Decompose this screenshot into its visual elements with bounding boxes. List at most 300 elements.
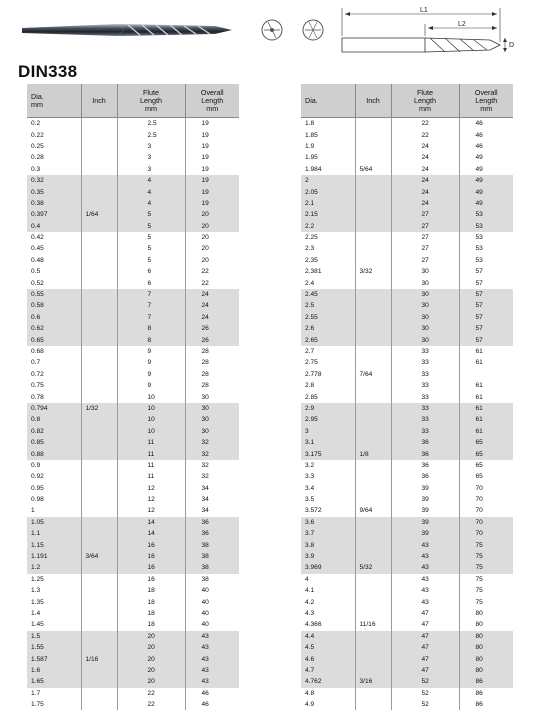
table-row [27, 631, 239, 642]
cell-inch [355, 494, 391, 505]
cell-inch: 3/32 [355, 266, 391, 277]
cell-flute-length: 12 [117, 483, 185, 494]
cell-flute-length: 33 [391, 380, 459, 391]
dimension-l1-label: L1 [420, 7, 428, 14]
cell-flute-length: 8 [117, 323, 185, 334]
cell-flute-length: 8 [117, 334, 185, 345]
cell-diameter: 1.1 [27, 528, 81, 539]
cell-inch [81, 357, 117, 368]
table-row [301, 699, 513, 710]
cell-diameter: 4.7 [301, 665, 355, 676]
cell-flute-length: 36 [391, 471, 459, 482]
cell-flute-length: 24 [391, 141, 459, 152]
cell-flute-length: 36 [391, 437, 459, 448]
cell-diameter: 1.75 [31, 701, 44, 709]
cell-inch [81, 688, 117, 699]
table-row [301, 551, 513, 562]
cell-inch [81, 699, 117, 710]
table-row [27, 391, 239, 402]
cell-inch [355, 665, 391, 676]
table-row [301, 676, 513, 687]
cell-diameter: 1.3 [31, 587, 41, 595]
table-row [27, 665, 239, 676]
cell-diameter: 0.68 [31, 348, 44, 355]
table-row [27, 164, 239, 175]
cell-flute-length: 39 [391, 494, 459, 505]
cell-flute-length: 33 [391, 414, 459, 425]
table-row [27, 494, 239, 505]
table-row [27, 334, 239, 345]
cell-flute-length: 27 [391, 221, 459, 232]
cell-inch [355, 517, 391, 528]
table-row [301, 391, 513, 402]
cell-flute-length: 20 [117, 642, 185, 653]
cell-diameter: 4.6 [301, 653, 355, 664]
cell-overall-length: 70 [459, 517, 513, 528]
table-row [27, 232, 239, 243]
cell-diameter: 1.85 [305, 131, 318, 139]
cell-overall-length: 75 [459, 562, 513, 573]
cell-flute-length: 22 [391, 118, 459, 130]
cell-flute-length: 52 [391, 676, 459, 687]
cell-diameter: 1.45 [31, 621, 44, 629]
cell-inch [81, 539, 117, 550]
cell-flute-length: 43 [391, 596, 459, 607]
table-row [301, 255, 513, 266]
cell-inch [81, 346, 117, 357]
cell-diameter: 2.6 [301, 323, 355, 334]
cell-inch [81, 380, 117, 391]
cell-diameter: 0.42 [31, 234, 44, 242]
cell-overall-length: 61 [459, 414, 513, 425]
table-row [27, 505, 239, 516]
cell-overall-length: 40 [185, 596, 239, 607]
cell-overall-length: 49 [459, 164, 513, 175]
cell-diameter: 3 [301, 426, 355, 437]
cell-diameter: 0.22 [31, 131, 44, 139]
cell-overall-length: 20 [185, 232, 239, 243]
cell-flute-length: 9 [117, 380, 185, 391]
cell-diameter: 0.7 [31, 359, 41, 367]
cell-flute-length: 6 [117, 277, 185, 288]
table-row [27, 437, 239, 448]
cell-flute-length: 39 [391, 528, 459, 539]
cell-diameter: 1.6 [27, 665, 81, 676]
cell-diameter: 3.572 [305, 507, 322, 515]
cell-overall-length: 32 [185, 437, 239, 448]
table-header-row [27, 84, 239, 118]
cell-inch [355, 426, 391, 437]
spec-table-left [27, 84, 239, 710]
cell-flute-length: 14 [117, 517, 185, 528]
table-row [27, 426, 239, 437]
cell-diameter: 1.55 [27, 642, 81, 653]
cell-flute-length: 30 [391, 277, 459, 288]
cell-inch: 3/16 [355, 676, 391, 687]
table-row [301, 562, 513, 573]
cell-overall-length: 19 [185, 175, 239, 186]
table-row [301, 448, 513, 459]
cell-inch [355, 221, 391, 232]
cell-inch [355, 175, 391, 186]
cell-inch [355, 539, 391, 550]
table-row [27, 653, 239, 664]
table-row [301, 483, 513, 494]
table-row [27, 198, 239, 209]
column-header: Dia. [301, 84, 355, 118]
table-row [27, 471, 239, 482]
table-row [301, 460, 513, 471]
cell-diameter: 2.778 [305, 370, 322, 378]
cell-diameter: 3.9 [301, 551, 355, 562]
cell-diameter: 0.397 [27, 209, 81, 220]
table-row [27, 619, 239, 630]
cell-diameter: 0.4 [27, 221, 81, 232]
cell-overall-length: 61 [459, 380, 513, 391]
column-header: Flute Length mm [117, 84, 185, 118]
cell-diameter: 1.95 [305, 154, 318, 162]
cell-flute-length: 24 [391, 186, 459, 197]
cell-flute-length: 47 [391, 642, 459, 653]
cell-flute-length: 18 [117, 585, 185, 596]
cell-flute-length: 27 [391, 255, 459, 266]
cell-flute-length: 16 [117, 539, 185, 550]
cell-inch [81, 437, 117, 448]
cell-overall-length: 65 [459, 471, 513, 482]
cell-overall-length: 61 [459, 403, 513, 414]
cell-inch [355, 528, 391, 539]
cell-diameter: 2.55 [301, 312, 355, 323]
cell-inch [355, 460, 391, 471]
cell-overall-length: 57 [459, 334, 513, 345]
cell-flute-length: 36 [391, 448, 459, 459]
cell-overall-length [459, 369, 513, 380]
cell-diameter: 2.8 [305, 382, 315, 390]
cell-diameter: 3.5 [305, 496, 315, 504]
cell-overall-length: 40 [185, 608, 239, 619]
table-row [301, 323, 513, 334]
cell-diameter: 2.1 [301, 198, 355, 209]
table-row [27, 448, 239, 459]
cell-inch: 7/64 [355, 369, 391, 380]
cell-overall-length: 49 [459, 198, 513, 209]
table-row [27, 699, 239, 710]
cell-inch [81, 596, 117, 607]
cell-overall-length: 19 [185, 186, 239, 197]
cell-inch [355, 403, 391, 414]
cell-diameter: 0.5 [31, 268, 41, 276]
cell-inch [355, 688, 391, 699]
cell-overall-length: 26 [185, 334, 239, 345]
cell-overall-length: 61 [459, 426, 513, 437]
drill-illustrations [0, 0, 540, 64]
table-row [301, 369, 513, 380]
cell-inch [81, 277, 117, 288]
cell-diameter: 4.4 [301, 631, 355, 642]
cell-overall-length: 38 [185, 574, 239, 585]
table-row [27, 539, 239, 550]
cell-inch: 9/64 [355, 505, 391, 516]
cell-overall-length: 19 [185, 141, 239, 152]
table-row [301, 357, 513, 368]
cell-diameter: 0.38 [27, 198, 81, 209]
cell-inch [81, 426, 117, 437]
table-row [301, 243, 513, 254]
dimension-l2-label: L2 [458, 21, 466, 28]
table-row [301, 494, 513, 505]
cell-diameter: 1.587 [27, 653, 81, 664]
cell-diameter: 1 [31, 507, 35, 515]
cell-flute-length: 5 [117, 221, 185, 232]
cell-diameter: 0.62 [27, 323, 81, 334]
table-row [27, 551, 239, 562]
cell-overall-length: 49 [459, 186, 513, 197]
cell-diameter: 2.9 [301, 403, 355, 414]
cell-flute-length: 47 [391, 653, 459, 664]
cell-inch [355, 334, 391, 345]
table-row [301, 175, 513, 186]
column-header: Inch [355, 84, 391, 118]
cell-diameter: 4.762 [301, 676, 355, 687]
cell-inch [81, 517, 117, 528]
cell-diameter: 1.05 [27, 517, 81, 528]
cell-flute-length: 9 [117, 357, 185, 368]
cell-flute-length: 36 [391, 460, 459, 471]
cell-overall-length: 34 [185, 505, 239, 516]
cell-diameter: 2.05 [301, 186, 355, 197]
cell-diameter: 1.5 [27, 631, 81, 642]
cell-inch [81, 562, 117, 573]
cell-diameter: 2.3 [305, 245, 315, 253]
cell-overall-length: 20 [185, 209, 239, 220]
cell-diameter: 1.9 [305, 142, 315, 150]
table-row [301, 539, 513, 550]
cell-diameter: 1.8 [305, 120, 315, 128]
cell-diameter: 2.2 [301, 221, 355, 232]
cell-diameter: 0.28 [31, 154, 44, 162]
cell-inch [81, 619, 117, 630]
table-row [27, 186, 239, 197]
cell-flute-length: 12 [117, 505, 185, 516]
cell-overall-length: 57 [459, 266, 513, 277]
cell-diameter: 0.78 [31, 393, 44, 401]
cell-overall-length: 53 [459, 243, 513, 254]
cell-flute-length: 4 [117, 198, 185, 209]
table-row [301, 437, 513, 448]
cell-flute-length: 47 [391, 631, 459, 642]
cell-inch [355, 391, 391, 402]
cell-inch [81, 141, 117, 152]
cell-overall-length: 24 [185, 312, 239, 323]
cell-inch [355, 323, 391, 334]
table-row [27, 380, 239, 391]
table-row [301, 129, 513, 140]
cell-overall-length: 28 [185, 380, 239, 391]
table-row [27, 585, 239, 596]
cell-inch [81, 300, 117, 311]
cell-flute-length: 22 [117, 699, 185, 710]
cell-inch [355, 483, 391, 494]
cell-flute-length: 12 [117, 494, 185, 505]
cell-flute-length: 20 [117, 676, 185, 687]
cell-flute-length: 18 [117, 596, 185, 607]
cell-diameter: 0.92 [31, 473, 44, 481]
cell-overall-length: 46 [459, 118, 513, 130]
cell-flute-length: 5 [117, 209, 185, 220]
cell-flute-length: 43 [391, 562, 459, 573]
cell-diameter: 3.8 [301, 539, 355, 550]
cell-diameter: 0.6 [27, 312, 81, 323]
cell-overall-length: 19 [185, 152, 239, 163]
table-row [301, 619, 513, 630]
dimension-d-label: D [509, 42, 515, 49]
cell-flute-length: 7 [117, 300, 185, 311]
cell-diameter: 0.3 [31, 165, 41, 173]
table-row [27, 175, 239, 186]
table-row [27, 688, 239, 699]
cell-overall-length: 20 [185, 221, 239, 232]
cell-diameter: 3.2 [305, 461, 315, 469]
table-row [301, 608, 513, 619]
table-row [301, 653, 513, 664]
cell-flute-length: 30 [391, 312, 459, 323]
cell-flute-length: 5 [117, 232, 185, 243]
table-row [27, 255, 239, 266]
table-row [301, 300, 513, 311]
cell-flute-length: 33 [391, 391, 459, 402]
cell-inch [81, 528, 117, 539]
table-row [27, 289, 239, 300]
table-row [301, 289, 513, 300]
cell-inch [355, 699, 391, 710]
cell-inch [355, 346, 391, 357]
table-row [27, 357, 239, 368]
table-row [27, 460, 239, 471]
cell-inch: 3/64 [81, 551, 117, 562]
table-row [27, 528, 239, 539]
cell-diameter: 3.1 [301, 437, 355, 448]
cell-diameter: 0.98 [31, 496, 44, 504]
cell-flute-length: 33 [391, 369, 459, 380]
cell-diameter: 1.35 [31, 598, 44, 606]
cell-overall-length: 70 [459, 505, 513, 516]
table-row [301, 141, 513, 152]
cell-flute-length: 52 [391, 699, 459, 710]
table-row [301, 209, 513, 220]
cell-overall-length: 80 [459, 653, 513, 664]
cell-overall-length: 46 [185, 688, 239, 699]
cell-overall-length: 34 [185, 483, 239, 494]
cell-flute-length: 11 [117, 471, 185, 482]
table-row [301, 186, 513, 197]
cell-inch [355, 551, 391, 562]
cell-flute-length: 27 [391, 232, 459, 243]
cell-diameter: 0.8 [27, 414, 81, 425]
cell-diameter: 4.1 [305, 587, 315, 595]
cell-inch [81, 665, 117, 676]
cell-diameter: 0.85 [27, 437, 81, 448]
cell-overall-length: 80 [459, 631, 513, 642]
cell-overall-length: 38 [185, 551, 239, 562]
table-row [301, 221, 513, 232]
cell-flute-length: 18 [117, 619, 185, 630]
cell-overall-length: 32 [185, 471, 239, 482]
cell-overall-length: 40 [185, 585, 239, 596]
cell-flute-length: 33 [391, 403, 459, 414]
cell-overall-length: 30 [185, 414, 239, 425]
cell-inch [355, 312, 391, 323]
cell-flute-length: 47 [391, 665, 459, 676]
cell-flute-length: 20 [117, 665, 185, 676]
cell-diameter: 4.5 [301, 642, 355, 653]
cell-diameter: 3.969 [301, 562, 355, 573]
cell-flute-length: 18 [117, 608, 185, 619]
column-header: Overall Length mm [185, 84, 239, 118]
table-row [27, 574, 239, 585]
cell-inch [355, 232, 391, 243]
table-row [27, 209, 239, 220]
table-header-row [301, 84, 513, 118]
cell-diameter: 0.794 [27, 403, 81, 414]
cell-inch [81, 232, 117, 243]
table-row [301, 574, 513, 585]
cell-flute-length: 24 [391, 164, 459, 175]
cell-diameter: 4.3 [305, 609, 315, 617]
table-row [27, 323, 239, 334]
cell-overall-length: 22 [185, 277, 239, 288]
cell-diameter: 4.8 [305, 689, 315, 697]
column-header: Dia. mm [27, 84, 81, 118]
cell-inch [81, 129, 117, 140]
cell-flute-length: 39 [391, 517, 459, 528]
cell-inch [355, 277, 391, 288]
cell-overall-length: 36 [185, 528, 239, 539]
cell-flute-length: 24 [391, 175, 459, 186]
cell-diameter: 1.984 [305, 165, 322, 173]
table-row [301, 426, 513, 437]
cell-flute-length: 10 [117, 426, 185, 437]
cell-inch [355, 380, 391, 391]
cell-diameter: 3.6 [301, 517, 355, 528]
cell-diameter: 3.3 [305, 473, 315, 481]
cell-inch [355, 198, 391, 209]
table-row [301, 164, 513, 175]
table-row [27, 129, 239, 140]
cell-inch [355, 653, 391, 664]
cell-inch [355, 141, 391, 152]
cell-inch [355, 631, 391, 642]
cell-diameter: 0.55 [27, 289, 81, 300]
cell-inch [355, 129, 391, 140]
table-row [27, 266, 239, 277]
table-row [301, 517, 513, 528]
cell-flute-length: 3 [117, 141, 185, 152]
cell-flute-length: 39 [391, 483, 459, 494]
cell-flute-length: 3 [117, 164, 185, 175]
cell-flute-length: 6 [117, 266, 185, 277]
cell-flute-length: 10 [117, 414, 185, 425]
cell-overall-length: 20 [185, 255, 239, 266]
table-row [27, 243, 239, 254]
cell-overall-length: 28 [185, 369, 239, 380]
table-row [27, 141, 239, 152]
cell-diameter: 0.82 [27, 426, 81, 437]
cell-overall-length: 43 [185, 642, 239, 653]
cell-diameter: 3.4 [305, 484, 315, 492]
cell-flute-length: 2.5 [117, 118, 185, 130]
table-row [27, 277, 239, 288]
table-row [27, 608, 239, 619]
